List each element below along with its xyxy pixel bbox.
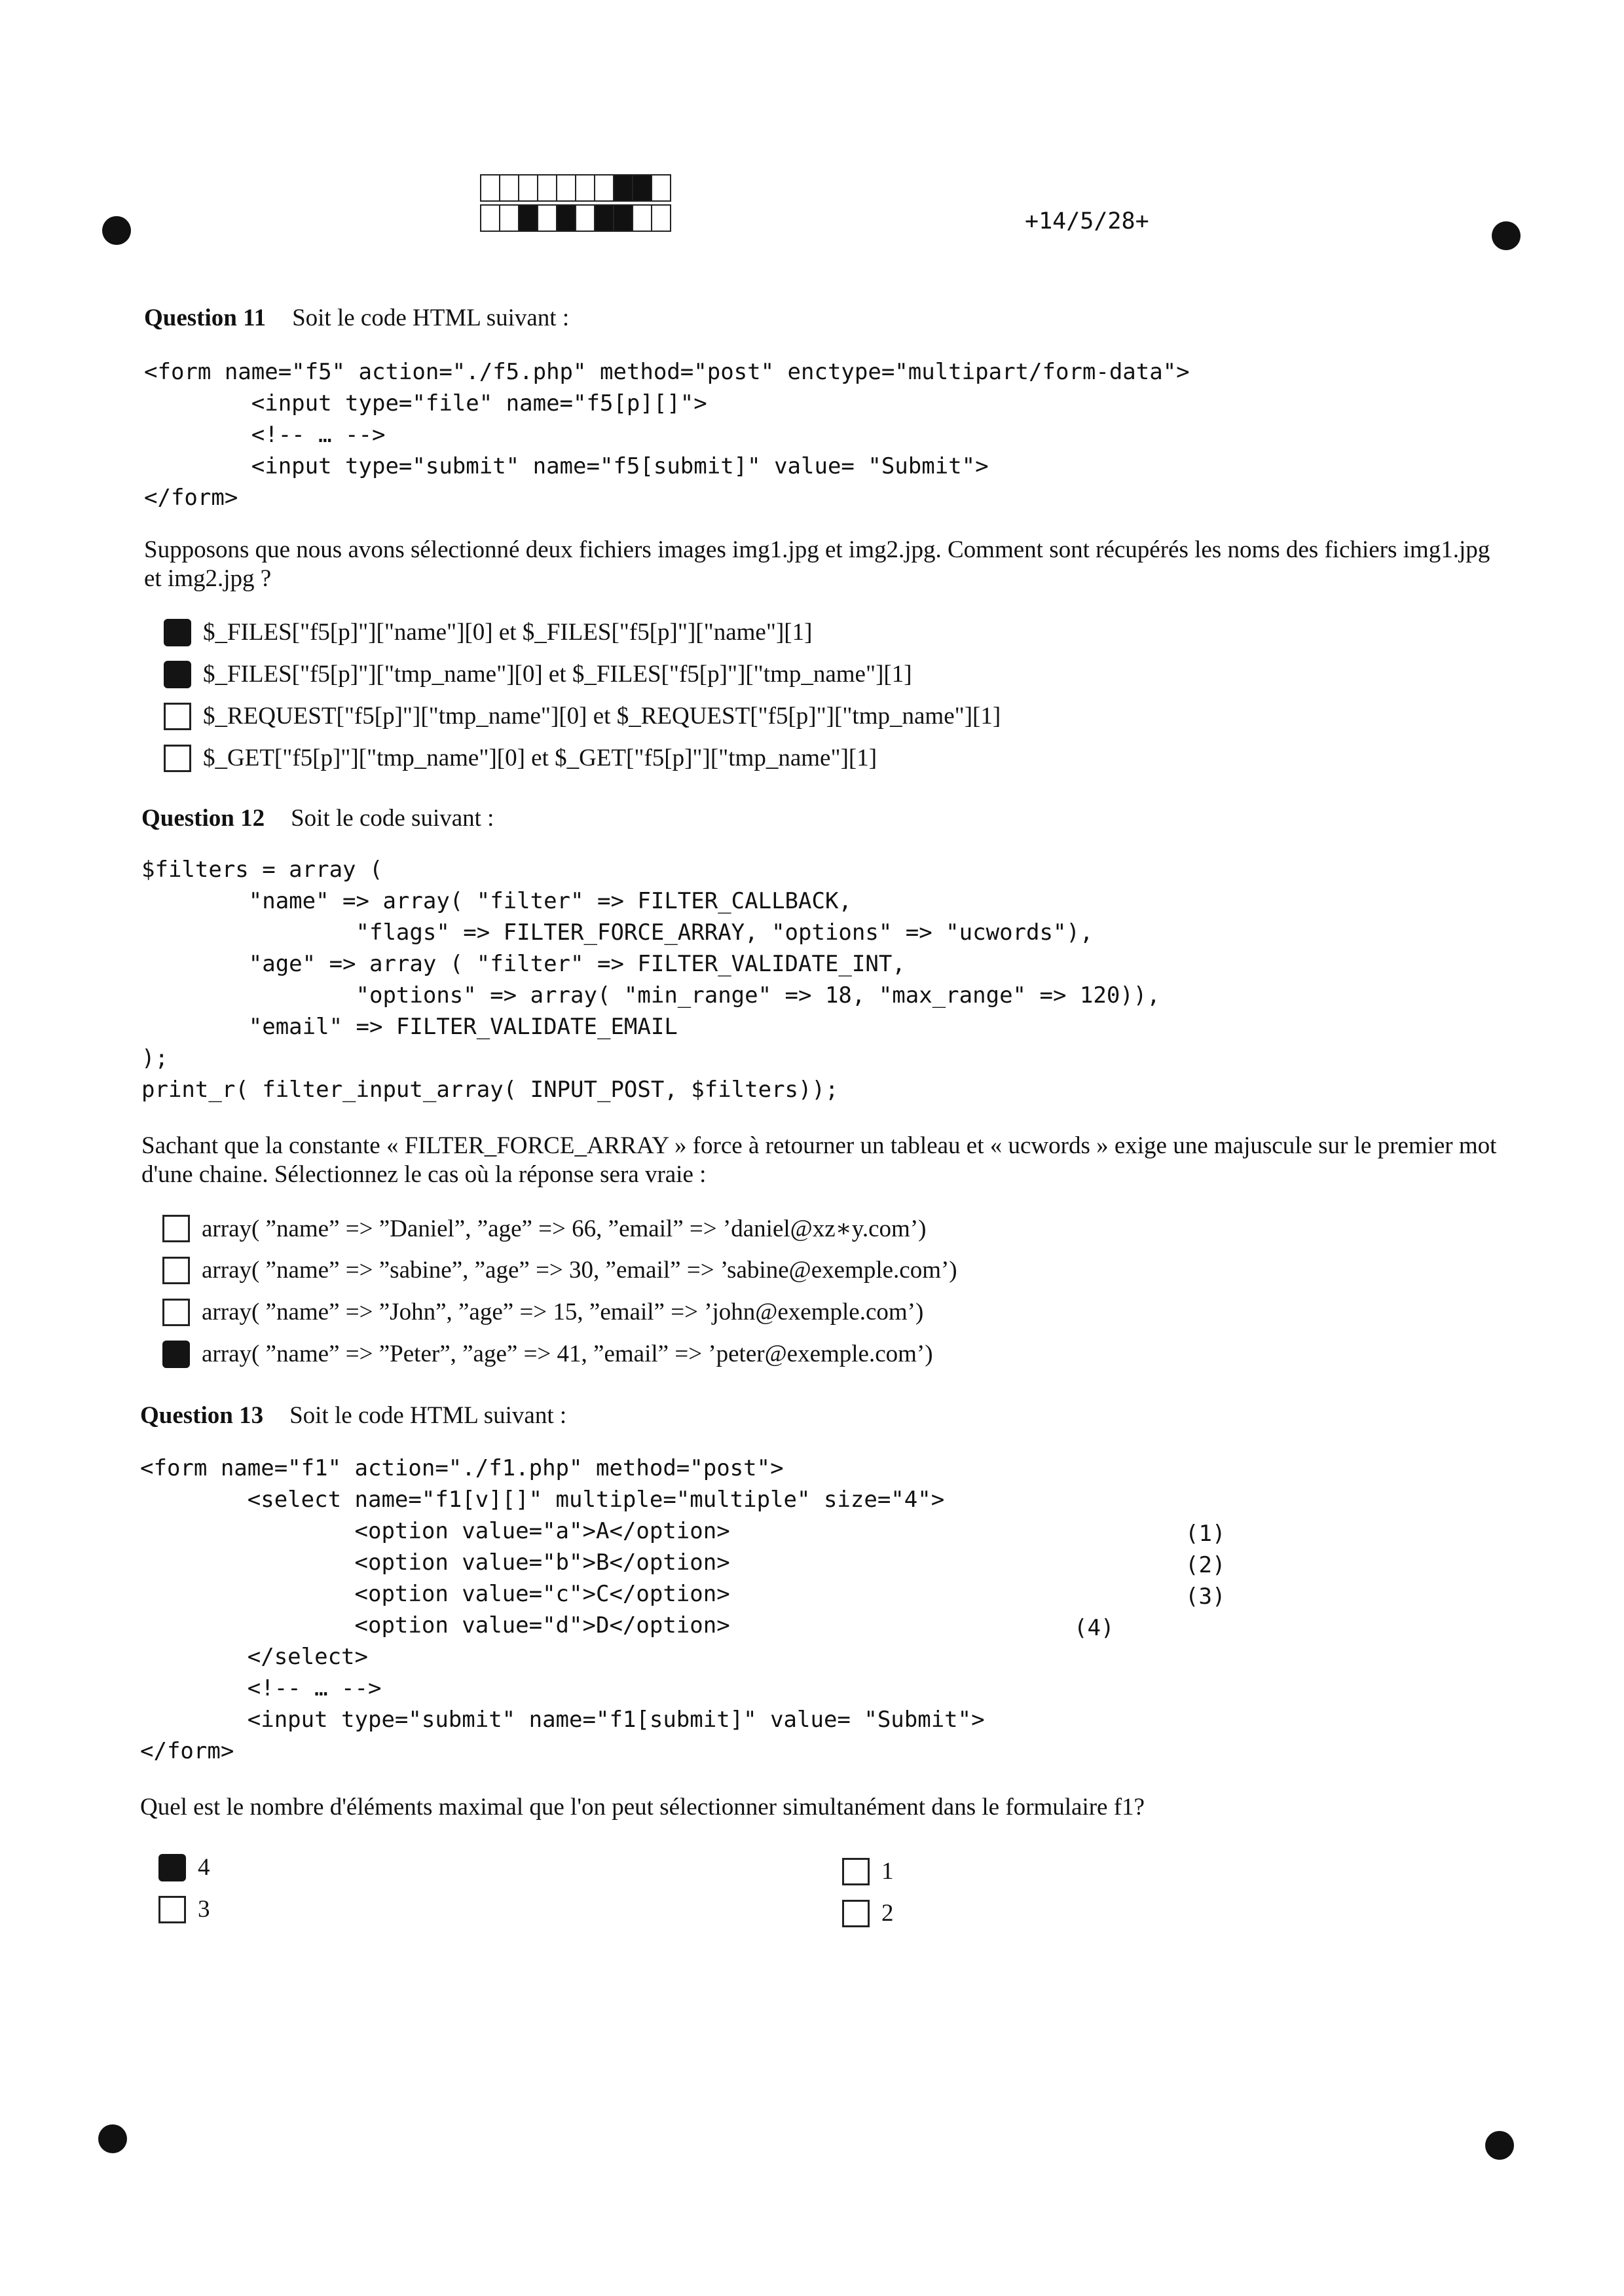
checkbox[interactable] <box>162 1341 190 1368</box>
checkbox[interactable] <box>162 1215 190 1242</box>
registration-mark <box>1492 221 1521 250</box>
page-id: +14/5/28+ <box>1025 208 1149 234</box>
checkbox[interactable] <box>162 1257 190 1284</box>
question-12-prompt: Sachant que la constante « FILTER_FORCE_ARRAY » force à retourner un tableau et « ucwords » exige une majuscule sur le premier mot d'une chaine. Sélectionnez le cas où la réponse sera vraie : <box>141 1132 1497 1188</box>
answer-option[interactable] <box>162 1298 923 1326</box>
answer-option[interactable] <box>164 702 1001 730</box>
option-text: $_FILES["f5[p]"]["tmp_name"][0] et $_FILES["f5[p]"]["tmp_name"][1] <box>203 661 912 688</box>
option-text: array( ”name” => ”sabine”, ”age” => 30, ”email” => ’sabine@exemple.com’) <box>202 1257 957 1284</box>
barcode-cell <box>480 174 500 202</box>
answer-option[interactable] <box>162 1214 926 1243</box>
registration-mark <box>98 2124 127 2153</box>
barcode-cell <box>595 204 614 232</box>
answer-option[interactable] <box>164 618 812 646</box>
answer-option[interactable] <box>158 1853 210 1881</box>
option-text: $_REQUEST["f5[p]"]["tmp_name"][0] et $_REQUEST["f5[p]"]["tmp_name"][1] <box>203 703 1001 730</box>
code-block-q13: <form name="f1" action="./f1.php" method="post"> <select name="f1[v][]" multiple="multiple" size="4"> <option value="a">A</option> <option value="b">B</option> <option value="c">C</option> <option value="d">D</option> </select> <!-- … --> <input type="submit" name="f1[submit]" value= "Submit"> </form> <box>140 1455 985 1764</box>
barcode-cell <box>614 204 633 232</box>
checkbox[interactable] <box>162 1299 190 1326</box>
option-text: array( ”name” => ”Peter”, ”age” => 41, ”email” => ’peter@exemple.com’) <box>202 1341 933 1367</box>
barcode-cell <box>519 204 538 232</box>
code-block-q12: $filters = array ( "name" => array( "filter" => FILTER_CALLBACK, "flags" => FILTER_FORCE_ARRAY, "options" => "ucwords"), "age" => array ( "filter" => FILTER_VALIDATE_INT, "options" => array( "min_range" => 18, "max_range" => 120)), "email" => FILTER_VALIDATE_EMAIL ); print_r( filter_input_array( INPUT_POST, $filters)); <box>141 857 1160 1103</box>
barcode-cell <box>519 174 538 202</box>
option-text: 3 <box>198 1896 210 1923</box>
answer-option[interactable] <box>842 1899 894 1927</box>
question-label: Question 12 <box>141 805 265 832</box>
checkbox[interactable] <box>842 1858 870 1885</box>
barcode-cell <box>480 204 500 232</box>
barcode-cell <box>538 174 557 202</box>
answer-option[interactable] <box>162 1256 957 1284</box>
question-11-prompt: Supposons que nous avons sélectionné deux fichiers images img1.jpg et img2.jpg. Comment sont récupérés les noms des fichiers img1.jpg et img2.jpg ? <box>144 536 1490 592</box>
option-text: 2 <box>881 1900 894 1927</box>
answer-option[interactable] <box>158 1895 210 1923</box>
line-mark: (3) <box>1185 1583 1226 1610</box>
registration-mark <box>1485 2131 1514 2160</box>
option-text: array( ”name” => ”John”, ”age” => 15, ”email” => ’john@exemple.com’) <box>202 1299 924 1325</box>
question-12-header <box>141 804 494 832</box>
barcode-cell <box>595 174 614 202</box>
barcode-cell <box>633 174 652 202</box>
barcode-cell <box>500 204 519 232</box>
barcode-cell <box>576 174 595 202</box>
option-text: $_GET["f5[p]"]["tmp_name"][0] et $_GET["f5[p]"]["tmp_name"][1] <box>203 745 877 771</box>
checkbox[interactable] <box>164 745 191 772</box>
barcode-row-2 <box>480 204 671 231</box>
option-text: 1 <box>881 1858 894 1885</box>
question-label: Question 11 <box>144 305 267 331</box>
barcode-cell <box>538 204 557 232</box>
question-label: Question 13 <box>140 1402 264 1429</box>
checkbox[interactable] <box>842 1900 870 1927</box>
question-13-prompt: Quel est le nombre d'éléments maximal que l'on peut sélectionner simultanément dans le formulaire f1? <box>140 1794 1145 1821</box>
barcode-cell <box>614 174 633 202</box>
barcode-cell <box>652 204 671 232</box>
line-mark: (4) <box>1074 1615 1115 1641</box>
option-text: $_FILES["f5[p]"]["name"][0] et $_FILES["f5[p]"]["name"][1] <box>203 619 813 646</box>
line-mark: (1) <box>1185 1521 1226 1547</box>
code-block-q11: <form name="f5" action="./f5.php" method="post" enctype="multipart/form-data"> <input type="file" name="f5[p][]"> <!-- … --> <input type="submit" name="f5[submit]" value= "Submit"> </form> <box>144 359 1190 511</box>
barcode-cell <box>557 204 576 232</box>
question-13-header <box>140 1401 566 1430</box>
checkbox[interactable] <box>158 1854 186 1881</box>
question-text: Soit le code HTML suivant : <box>289 1402 567 1429</box>
barcode-row-1 <box>480 174 671 200</box>
question-text: Soit le code suivant : <box>291 805 494 832</box>
barcode-cell <box>576 204 595 232</box>
answer-option[interactable] <box>164 744 877 772</box>
registration-mark <box>102 216 131 245</box>
checkbox[interactable] <box>164 661 191 688</box>
question-11-header <box>144 304 569 332</box>
checkbox[interactable] <box>158 1896 186 1923</box>
question-text: Soit le code HTML suivant : <box>292 305 570 331</box>
barcode-cell <box>633 204 652 232</box>
option-text: array( ”name” => ”Daniel”, ”age” => 66, ”email” => ’daniel@xz∗y.com’) <box>202 1215 927 1242</box>
answer-option[interactable] <box>842 1857 894 1885</box>
option-text: 4 <box>198 1854 210 1881</box>
line-mark: (2) <box>1185 1552 1226 1578</box>
barcode-cell <box>500 174 519 202</box>
checkbox[interactable] <box>164 703 191 730</box>
checkbox[interactable] <box>164 619 191 646</box>
barcode-cell <box>652 174 671 202</box>
answer-option[interactable] <box>164 660 912 688</box>
answer-option[interactable] <box>162 1340 933 1368</box>
barcode-cell <box>557 174 576 202</box>
